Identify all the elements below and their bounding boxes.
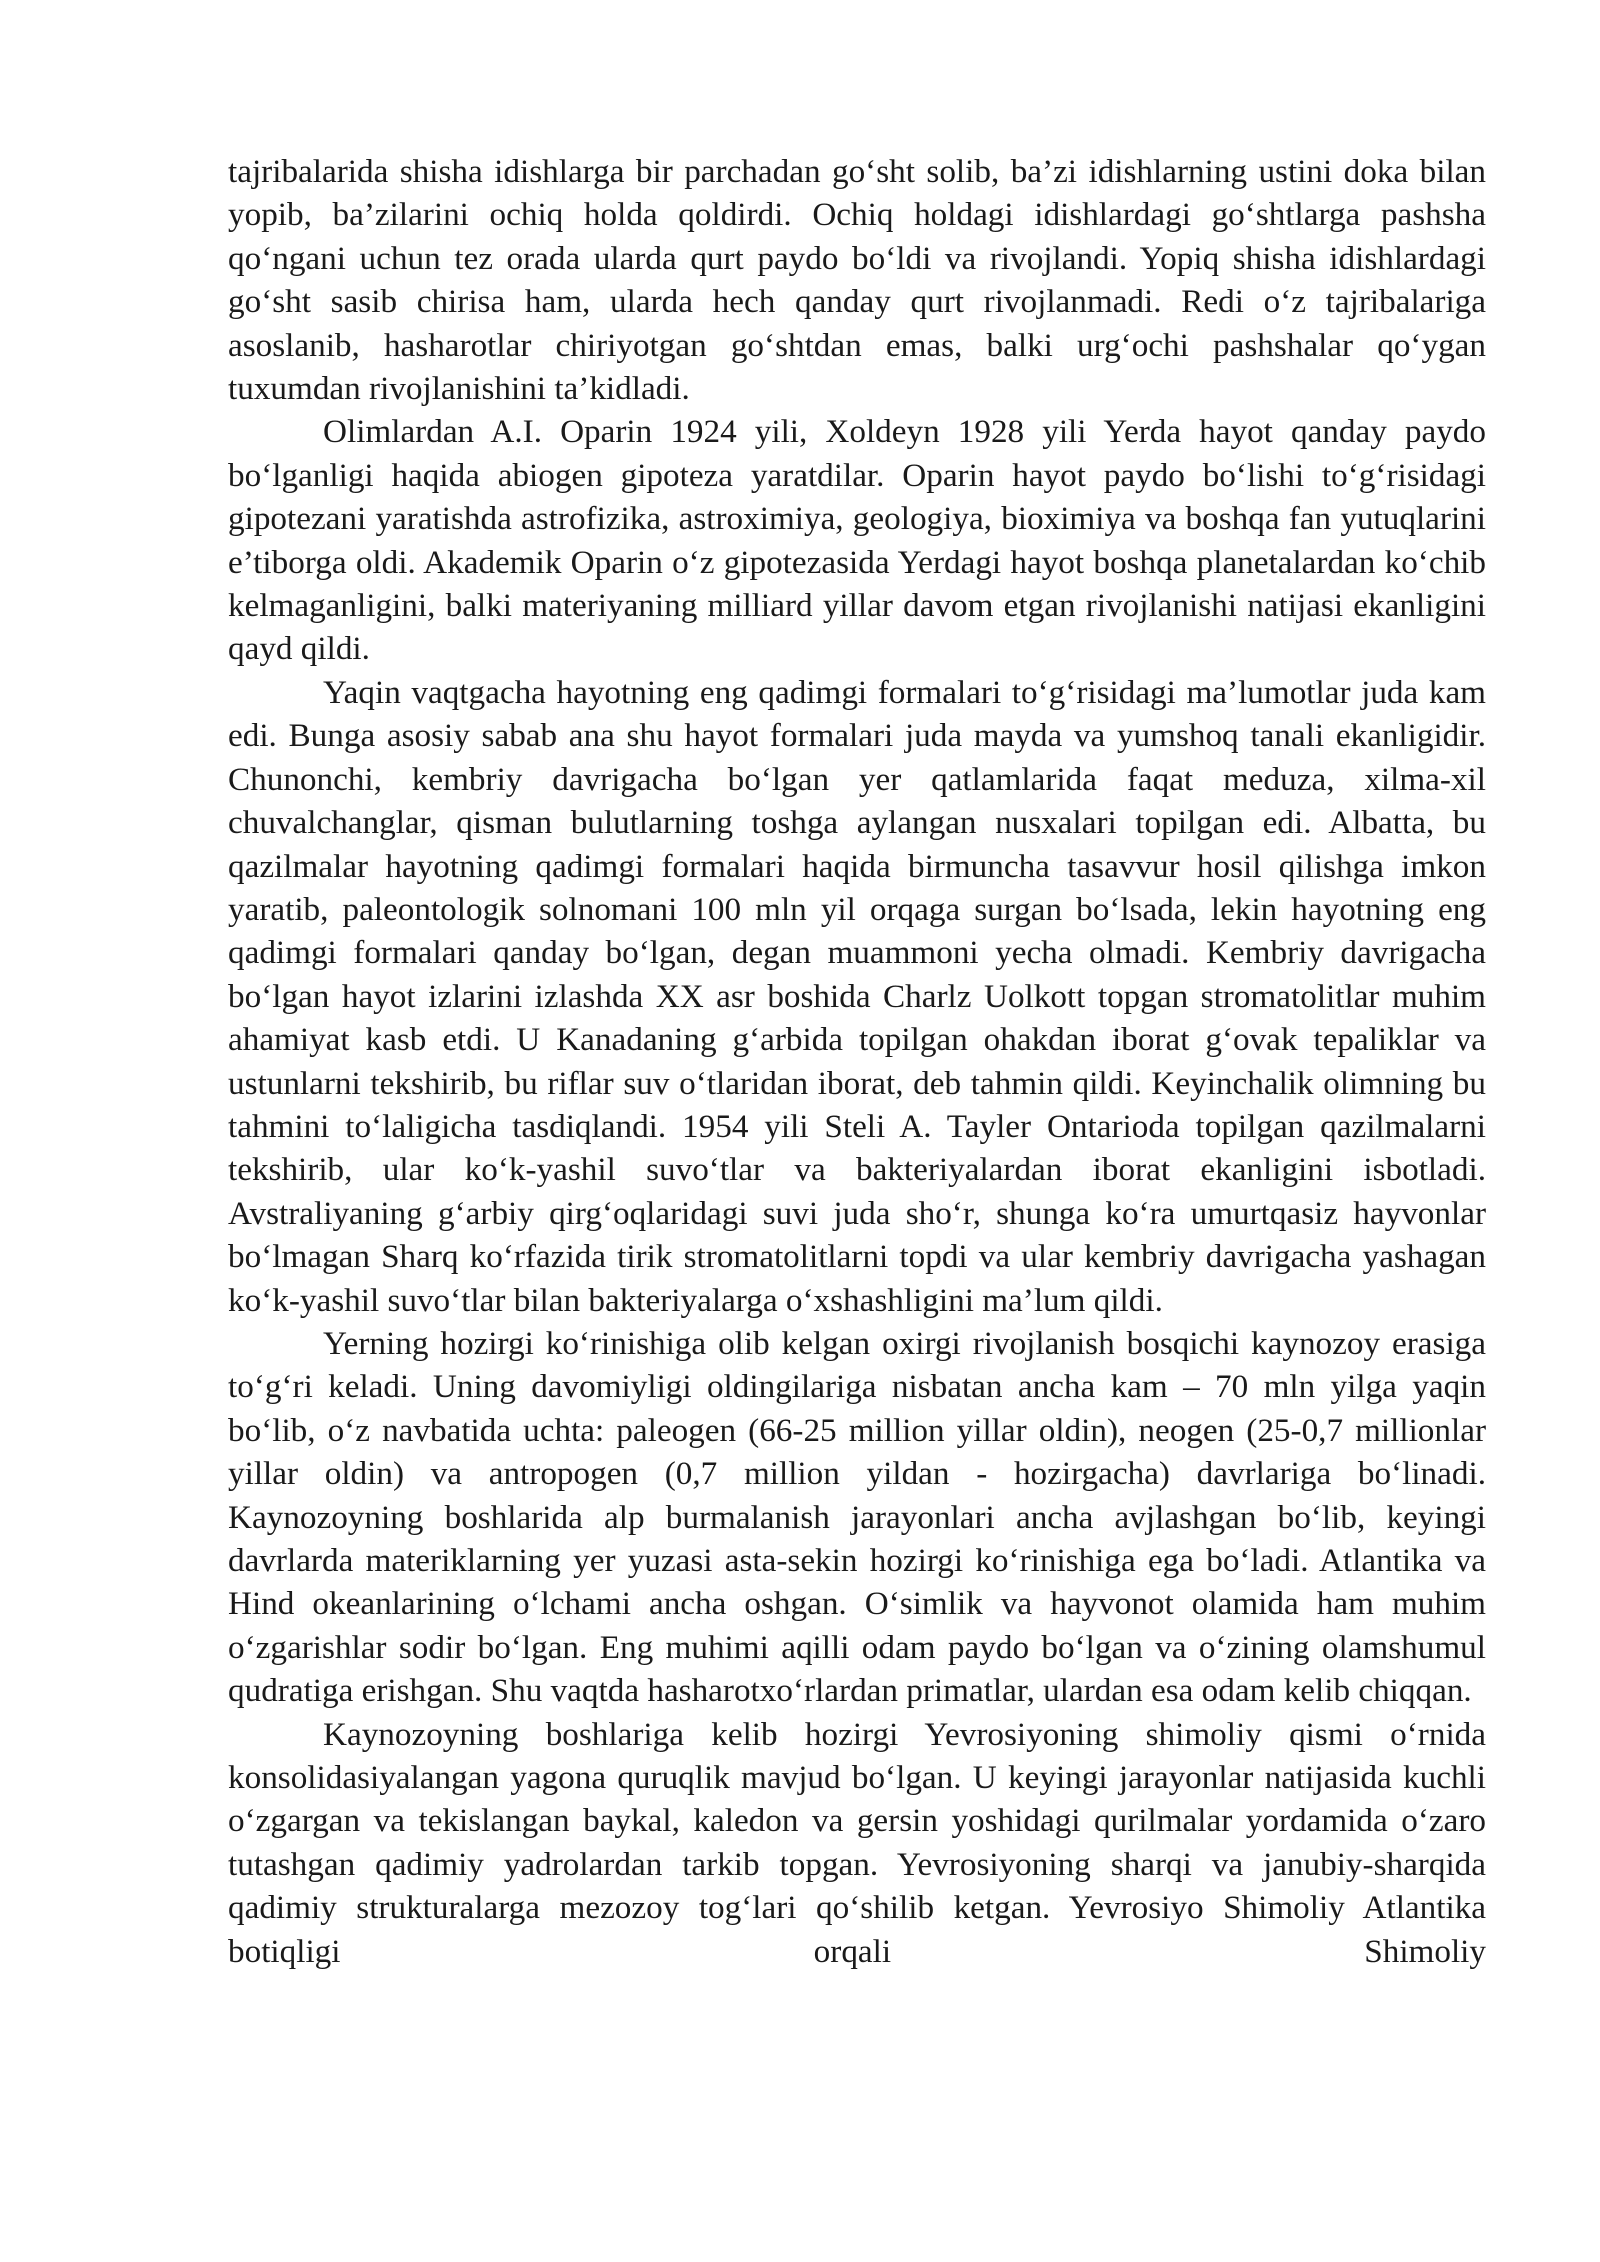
paragraph-eurasia-cenozoic: Kaynozoyning boshlariga kelib hozirgi Yevrosiyoning shimoliy qismi o‘rnida konsolidasiyalangan yagona quruqlik mavjud bo‘lgan. U keyingi jarayonlar natijasida kuchli o‘zgargan va tekislangan baykal, kaledon va gersin yoshidagi qurilmalar yordamida o‘zaro tutashgan qadimiy yadrolardan tarkib topgan. Yevrosiyoning sharqi va janubiy-sharqida qadimiy strukturalarga mezozoy tog‘lari qo‘shilib ketgan. Yevrosiyo Shimoliy Atlantika botiqligi orqali Shimoliy [228, 1715, 1486, 1970]
paragraph-cenozoic-era: Yerning hozirgi ko‘rinishiga olib kelgan oxirgi rivojlanish bosqichi kaynozoy erasiga to‘g‘ri keladi. Uning davomiyligi oldingilariga nisbatan ancha kam – 70 mln yilga yaqin bo‘lib, o‘z navbatida uchta: paleogen (66-25 million yillar oldin), neogen (25-0,7 millionlar yillar oldin) va antropogen (0,7 million yildan - hozirgacha) davrlariga bo‘linadi. Kaynozoyning boshlarida alp burmalanish jarayonlari ancha avjlashgan bo‘lib, keyingi davrlarda materiklarning yer yuzasi asta-sekin hozirgi ko‘rinishiga ega bo‘ladi. Atlantika va Hind okeanlarining o‘lchami ancha oshgan. O‘simlik va hayvonot olamida ham muhim o‘zgarishlar sodir bo‘lgan. Eng muhimi aqilli odam paydo bo‘lgan va o‘zining olamshumul qudratiga erishgan. Shu vaqtda hasharotxo‘rlardan primatlar, ulardan esa odam kelib chiqqan. [228, 1324, 1486, 1710]
paragraph-stromatolites: Yaqin vaqtgacha hayotning eng qadimgi formalari to‘g‘risidagi ma’lumotlar juda kam edi. Bunga asosiy sabab ana shu hayot formalari juda mayda va yumshoq tanali ekanligidir. Chunonchi, kembriy davrigacha bo‘lgan yer qatlamlarida faqat meduza, xilma-xil chuvalchanglar, qisman bulutlarning toshga aylangan nusxalari topilgan edi. Albatta, bu qazilmalar hayotning qadimgi formalari haqida birmuncha tasavvur hosil qilishga imkon yaratib, paleontologik solnomani 100 mln yil orqaga surgan bo‘lsada, lekin hayotning eng qadimgi formalari qanday bo‘lgan, degan muammoni yecha olmadi. Kembriy davrigacha bo‘lgan hayot izlarini izlashda XX asr boshida Charlz Uolkott topgan stromatolitlar muhim ahamiyat kasb etdi. U Kanadaning g‘arbida topilgan ohakdan iborat g‘ovak tepaliklar va ustunlarni tekshirib, bu riflar suv o‘tlaridan iborat, deb tahmin qildi. Keyinchalik olimning bu tahmini to‘laligicha tasdiqlandi. 1954 yili Steli A. Tayler Ontarioda topilgan qazilmalarni tekshirib, ular ko‘k-yashil suvo‘tlar va bakteriyalardan iborat ekanligini isbotladi. Avstraliyaning g‘arbiy qirg‘oqlaridagi suvi juda sho‘r, shunga ko‘ra umurtqasiz hayvonlar bo‘lmagan Sharq ko‘rfazida tirik stromatolitlarni topdi va ular kembriy davrigacha yashagan ko‘k-yashil suvo‘tlar bilan bakteriyalarga o‘xshashligini ma’lum qildi. [228, 673, 1486, 1319]
paragraph-oparin-hypothesis: Olimlardan A.I. Oparin 1924 yili, Xoldeyn 1928 yili Yerda hayot qanday paydo bo‘lganligi haqida abiogen gipoteza yaratdilar. Oparin hayot paydo bo‘lishi to‘g‘risidagi gipotezani yaratishda astrofizika, astroximiya, geologiya, bioximiya va boshqa fan yutuqlarini e’tiborga oldi. Akademik Oparin o‘z gipotezasida Yerdagi hayot boshqa planetalardan ko‘chib kelmaganligini, balki materiyaning milliard yillar davom etgan rivojlanishi natijasi ekanligini qayd qildi. [228, 413, 1486, 668]
document-page [228, 150, 1486, 1973]
paragraph-redi-experiment: tajribalarida shisha idishlarga bir parchadan go‘sht solib, ba’zi idishlarning ustini doka bilan yopib, ba’zilarini ochiq holda qoldirdi. Ochiq holdagi idishlardagi go‘shtlarga pashsha qo‘ngani uchun tez orada ularda qurt paydo bo‘ldi va rivojlandi. Yopiq shisha idishlardagi go‘sht sasib chirisa ham, ularda hech qanday qurt rivojlanmadi. Redi o‘z tajribalariga asoslanib, hasharotlar chiriyotgan go‘shtdan emas, balki urg‘ochi pashshalar qo‘ygan tuxumdan rivojlanishini ta’kidladi. [228, 153, 1486, 408]
